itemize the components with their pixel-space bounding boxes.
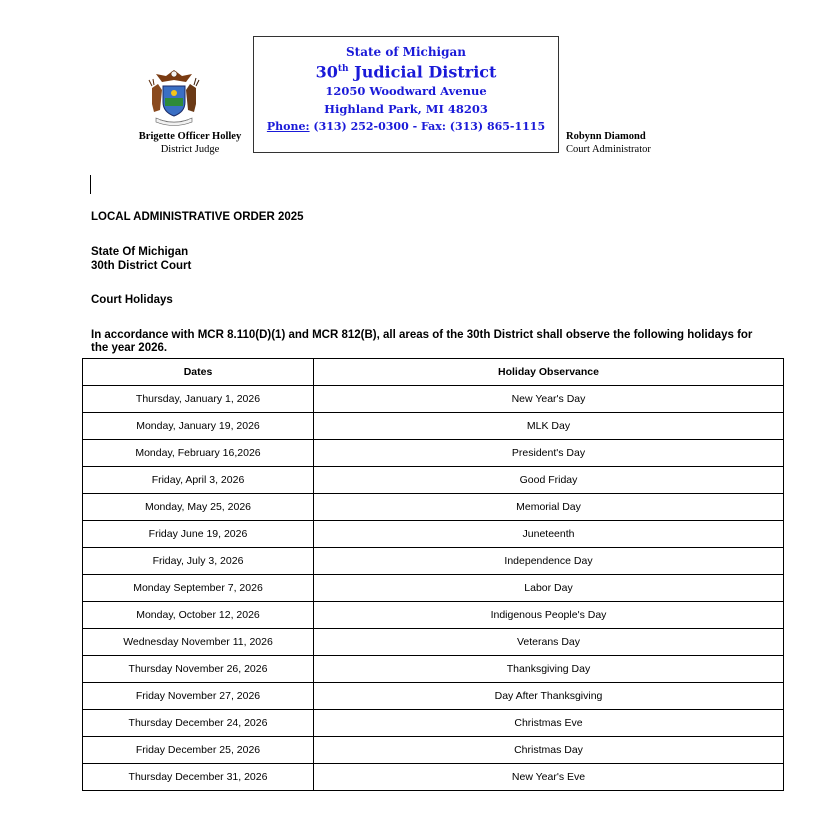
date-cell: Thursday, January 1, 2026 [83, 386, 314, 413]
holiday-cell: Juneteenth [314, 521, 784, 548]
date-cell: Monday, October 12, 2026 [83, 602, 314, 629]
judge-title: District Judge [160, 144, 220, 155]
letterhead-box [253, 36, 559, 153]
date-cell: Thursday December 24, 2026 [83, 710, 314, 737]
letterhead-contact [254, 118, 558, 136]
table-row [83, 629, 784, 656]
administrator-name: Robynn Diamond [566, 131, 646, 142]
table-header-row [83, 359, 784, 386]
table-row [83, 710, 784, 737]
holiday-cell: MLK Day [314, 413, 784, 440]
administrator-title: Court Administrator [566, 144, 651, 155]
table-row [83, 494, 784, 521]
holiday-cell: Christmas Day [314, 737, 784, 764]
court-line: 30th District Court [91, 260, 192, 272]
date-cell: Monday, May 25, 2026 [83, 494, 314, 521]
holiday-cell: Veterans Day [314, 629, 784, 656]
date-cell: Friday, July 3, 2026 [83, 548, 314, 575]
phone-number: (313) 252-0300 - [309, 120, 421, 134]
holiday-cell: Day After Thanksgiving [314, 683, 784, 710]
table-row [83, 575, 784, 602]
holiday-cell: Labor Day [314, 575, 784, 602]
holiday-cell: Thanksgiving Day [314, 656, 784, 683]
date-cell: Wednesday November 11, 2026 [83, 629, 314, 656]
date-cell: Thursday December 31, 2026 [83, 764, 314, 791]
holiday-cell: Memorial Day [314, 494, 784, 521]
holiday-cell: Christmas Eve [314, 710, 784, 737]
holiday-cell: Good Friday [314, 467, 784, 494]
date-cell: Friday June 19, 2026 [83, 521, 314, 548]
date-cell: Friday December 25, 2026 [83, 737, 314, 764]
table-row [83, 467, 784, 494]
letterhead-city: Highland Park, MI 48203 [324, 102, 488, 117]
table-row [83, 521, 784, 548]
holiday-cell: New Year's Eve [314, 764, 784, 791]
fax-number: (313) 865-1115 [445, 120, 546, 134]
holidays-table [82, 358, 784, 791]
state-block [91, 245, 191, 273]
order-title: LOCAL ADMINISTRATIVE ORDER 2025 [91, 211, 304, 223]
date-cell: Friday, April 3, 2026 [83, 467, 314, 494]
table-row [83, 413, 784, 440]
date-cell: Monday September 7, 2026 [83, 575, 314, 602]
table-row [83, 737, 784, 764]
holiday-cell: Independence Day [314, 548, 784, 575]
table-row [83, 656, 784, 683]
fax-label: Fax: [420, 120, 446, 134]
table-row [83, 602, 784, 629]
judge-name: Brigette Officer Holley [138, 131, 242, 142]
date-cell: Thursday November 26, 2026 [83, 656, 314, 683]
letterhead-district-name: Judicial District [348, 62, 497, 82]
michigan-seal-icon [146, 66, 202, 128]
date-cell: Monday, February 16,2026 [83, 440, 314, 467]
holiday-cell: Indigenous People's Day [314, 602, 784, 629]
letterhead-street: 12050 Woodward Avenue [325, 84, 487, 99]
holidays-heading: Court Holidays [91, 294, 173, 306]
judge-block [120, 130, 260, 156]
date-cell: Friday November 27, 2026 [83, 683, 314, 710]
state-line: State Of Michigan [91, 246, 189, 258]
observance-column-header: Holiday Observance [314, 359, 784, 386]
letterhead-district [254, 59, 558, 82]
intro-paragraph: In accordance with MCR 8.110(D)(1) and MCR 812(B), all areas of the 30th District shall observe the following holidays for the year 2026. [91, 329, 753, 354]
administrator-block [566, 130, 686, 156]
date-cell: Monday, January 19, 2026 [83, 413, 314, 440]
table-row [83, 440, 784, 467]
text-cursor [90, 175, 91, 194]
letterhead-state: State of Michigan [345, 45, 466, 59]
table-row [83, 548, 784, 575]
table-row [83, 386, 784, 413]
holiday-cell: President's Day [314, 440, 784, 467]
table-row [83, 764, 784, 791]
holiday-cell: New Year's Day [314, 386, 784, 413]
table-row [83, 683, 784, 710]
phone-label: Phone: [266, 120, 310, 134]
dates-column-header: Dates [83, 359, 314, 386]
letterhead-district-number: 30 [315, 62, 338, 82]
letterhead-district-suffix: th [337, 64, 349, 74]
